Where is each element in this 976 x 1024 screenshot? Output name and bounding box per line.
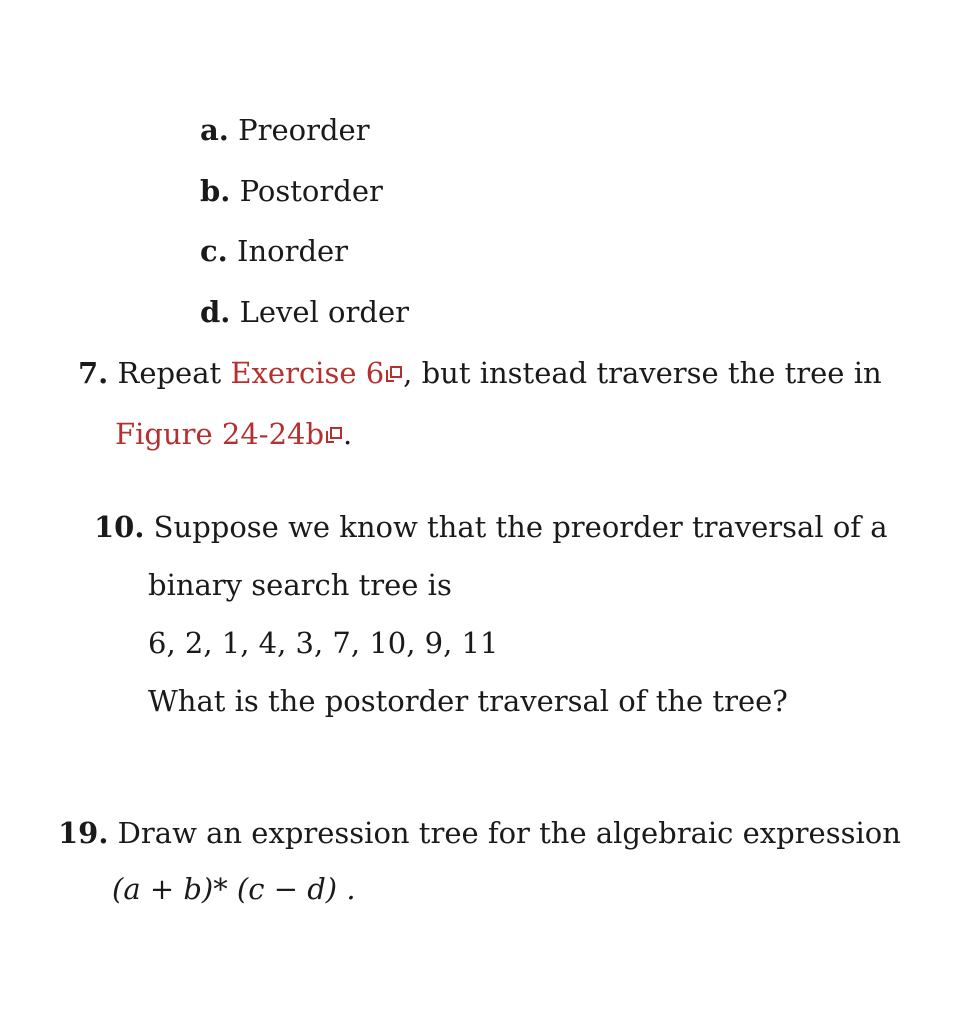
- question-10-question: What is the postorder traversal of the tree?: [148, 684, 788, 718]
- option-text: Level order: [239, 295, 409, 329]
- option-text: Preorder: [238, 113, 370, 147]
- question-text-continued: , but instead traverse the tree in: [403, 356, 882, 390]
- question-text: Repeat: [117, 356, 231, 390]
- option-label: a.: [200, 113, 229, 147]
- option-b: [200, 173, 383, 209]
- figure-link-text: Figure 24-24b: [115, 417, 325, 451]
- question-19: [58, 815, 901, 851]
- option-label: c.: [200, 234, 228, 268]
- option-text: Inorder: [236, 234, 349, 268]
- question-number: 7.: [78, 356, 109, 390]
- question-text: Draw an expression tree for the algebraic expression: [117, 816, 901, 850]
- option-d: [200, 294, 409, 330]
- option-c: [200, 233, 348, 269]
- question-end: .: [343, 417, 353, 451]
- algebraic-expression: (a + b)* (c − d) .: [112, 872, 356, 906]
- option-text: Postorder: [239, 174, 383, 208]
- option-a: [200, 112, 370, 148]
- preorder-sequence: 6, 2, 1, 4, 3, 7, 10, 9, 11: [148, 626, 499, 660]
- question-10: [94, 509, 888, 545]
- figure-24-24b-link[interactable]: [115, 417, 343, 451]
- question-text: Suppose we know that the preorder traversal of a: [153, 510, 888, 544]
- exercise-6-link[interactable]: [230, 356, 403, 390]
- question-number: 19.: [58, 816, 109, 850]
- question-7: [78, 355, 882, 391]
- question-10-line2: binary search tree is: [148, 568, 452, 602]
- question-number: 10.: [94, 510, 145, 544]
- option-label: d.: [200, 295, 231, 329]
- option-label: b.: [200, 174, 231, 208]
- question-7-line2: [115, 416, 352, 452]
- external-reference-icon[interactable]: [386, 366, 403, 384]
- external-reference-icon[interactable]: [326, 427, 343, 445]
- exercise-6-link-text: Exercise 6: [230, 356, 385, 390]
